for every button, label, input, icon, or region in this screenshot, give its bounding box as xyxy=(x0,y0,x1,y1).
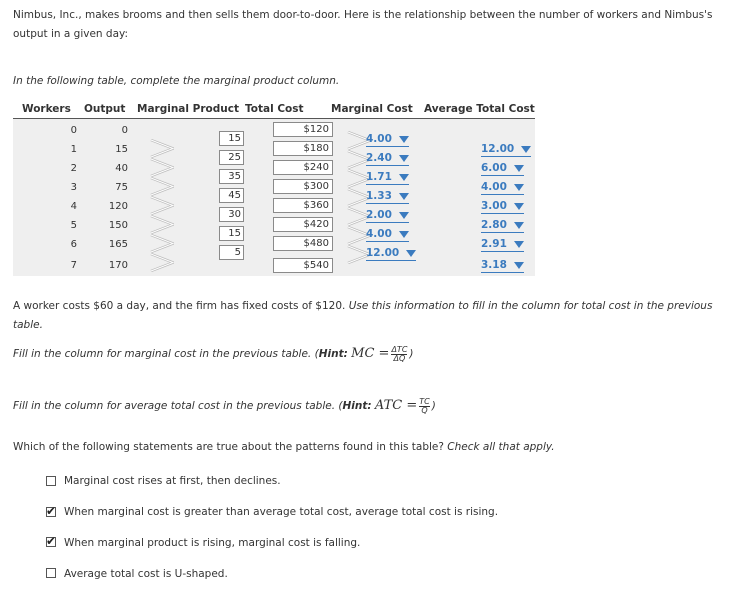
average-total-cost-dropdown[interactable]: 4.00 xyxy=(481,181,524,195)
marginal-cost-dropdown[interactable]: 1.33 xyxy=(366,190,409,204)
output-cell: 40 xyxy=(115,163,128,174)
instruction-total-cost: A worker costs $60 a day, and the firm has fixed costs of $120. Use this information to fill in the column for total cost in the previous table. xyxy=(13,300,713,331)
option-label: When marginal product is rising, marginal cost is falling. xyxy=(64,537,361,549)
total-cost-input[interactable]: $180 xyxy=(273,141,333,156)
output-cell: 120 xyxy=(108,201,128,212)
dropdown-arrow-icon xyxy=(521,146,531,153)
option-label: Average total cost is U-shaped. xyxy=(64,568,228,580)
output-cell: 150 xyxy=(108,220,128,231)
dropdown-arrow-icon xyxy=(399,174,409,181)
workers-cell: 4 xyxy=(70,201,77,212)
workers-cell: 7 xyxy=(70,260,77,271)
chevron-bracket-icon xyxy=(150,158,174,177)
dropdown-arrow-icon xyxy=(399,231,409,238)
cost-table-body xyxy=(13,119,535,276)
dropdown-arrow-icon xyxy=(514,165,524,172)
dropdown-arrow-icon xyxy=(514,241,524,248)
output-cell: 165 xyxy=(108,239,128,250)
chevron-bracket-icon xyxy=(150,139,174,158)
option-checkbox[interactable] xyxy=(46,534,57,548)
dropdown-arrow-icon xyxy=(399,155,409,162)
total-cost-input[interactable]: $360 xyxy=(273,198,333,213)
average-total-cost-dropdown[interactable]: 2.91 xyxy=(481,238,524,252)
output-cell: 170 xyxy=(108,260,128,271)
workers-cell: 0 xyxy=(70,125,77,136)
average-total-cost-dropdown[interactable]: 3.00 xyxy=(481,200,524,214)
total-cost-input[interactable]: $480 xyxy=(273,236,333,251)
option-checkbox[interactable] xyxy=(46,504,57,518)
total-cost-input[interactable]: $120 xyxy=(273,122,333,137)
header-marginal-product: Marginal Product xyxy=(137,103,239,115)
average-total-cost-dropdown[interactable]: 12.00 xyxy=(481,143,531,157)
option-label: Marginal cost rises at first, then declines. xyxy=(64,475,281,487)
header-total-cost: Total Cost xyxy=(245,103,304,115)
workers-cell: 3 xyxy=(70,182,77,193)
chevron-bracket-icon xyxy=(150,177,174,196)
question-text: Which of the following statements are true about the patterns found in this table? Check all that apply. xyxy=(13,441,555,453)
chevron-bracket-icon xyxy=(150,196,174,215)
header-marginal-cost: Marginal Cost xyxy=(331,103,413,115)
total-cost-input[interactable]: $540 xyxy=(273,258,333,273)
average-total-cost-dropdown[interactable]: 6.00 xyxy=(481,162,524,176)
marginal-product-input[interactable]: 15 xyxy=(219,131,244,146)
instruction-average-total-cost: Fill in the column for average total cost in the previous table. (Hint: ATC = $\frac{TC}{Q}$ ) xyxy=(13,396,436,415)
instruction-marginal-product: In the following table, complete the marginal product column. xyxy=(13,75,340,87)
output-cell: 0 xyxy=(121,125,128,136)
chevron-bracket-icon xyxy=(150,253,174,272)
option-checkbox[interactable] xyxy=(46,568,56,578)
header-output: Output xyxy=(84,103,126,115)
header-workers: Workers xyxy=(22,103,71,115)
average-total-cost-dropdown[interactable]: 2.80 xyxy=(481,219,524,233)
option-checkbox[interactable] xyxy=(46,476,56,486)
marginal-product-input[interactable]: 5 xyxy=(219,245,244,260)
total-cost-input[interactable]: $300 xyxy=(273,179,333,194)
marginal-product-input[interactable]: 30 xyxy=(219,207,244,222)
dropdown-arrow-icon xyxy=(514,203,524,210)
workers-cell: 5 xyxy=(70,220,77,231)
chevron-bracket-icon xyxy=(150,234,174,253)
marginal-cost-dropdown[interactable]: 2.40 xyxy=(366,152,409,166)
workers-cell: 6 xyxy=(70,239,77,250)
checkmark-icon: ✔ xyxy=(46,534,57,548)
dropdown-arrow-icon xyxy=(514,222,524,229)
workers-cell: 1 xyxy=(70,144,77,155)
table-header xyxy=(13,101,535,120)
average-total-cost-dropdown[interactable]: 3.18 xyxy=(481,259,524,273)
marginal-product-input[interactable]: 45 xyxy=(219,188,244,203)
marginal-cost-dropdown[interactable]: 4.00 xyxy=(366,228,409,242)
dropdown-arrow-icon xyxy=(399,193,409,200)
total-cost-input[interactable]: $420 xyxy=(273,217,333,232)
header-average-total-cost: Average Total Cost xyxy=(424,103,535,115)
dropdown-arrow-icon xyxy=(406,250,416,257)
marginal-cost-dropdown[interactable]: 1.71 xyxy=(366,171,409,185)
workers-cell: 2 xyxy=(70,163,77,174)
intro-text: Nimbus, Inc., makes brooms and then sells them door-to-door. Here is the relationship between the number of workers and Nimbus's output in a given day: xyxy=(13,9,713,40)
output-cell: 15 xyxy=(115,144,128,155)
output-cell: 75 xyxy=(115,182,128,193)
checkmark-icon: ✔ xyxy=(46,504,57,518)
option-label: When marginal cost is greater than average total cost, average total cost is rising. xyxy=(64,506,499,518)
marginal-product-input[interactable]: 25 xyxy=(219,150,244,165)
instruction-marginal-cost: Fill in the column for marginal cost in the previous table. (Hint: MC = ΔTC ΔQ ) xyxy=(13,344,414,363)
dropdown-arrow-icon xyxy=(399,136,409,143)
dropdown-arrow-icon xyxy=(514,262,524,269)
total-cost-input[interactable]: $240 xyxy=(273,160,333,175)
dropdown-arrow-icon xyxy=(399,212,409,219)
dropdown-arrow-icon xyxy=(514,184,524,191)
marginal-product-input[interactable]: 35 xyxy=(219,169,244,184)
chevron-bracket-icon xyxy=(150,215,174,234)
marginal-cost-dropdown[interactable]: 2.00 xyxy=(366,209,409,223)
marginal-cost-dropdown[interactable]: 4.00 xyxy=(366,133,409,147)
marginal-product-input[interactable]: 15 xyxy=(219,226,244,241)
marginal-cost-dropdown[interactable]: 12.00 xyxy=(366,247,416,261)
